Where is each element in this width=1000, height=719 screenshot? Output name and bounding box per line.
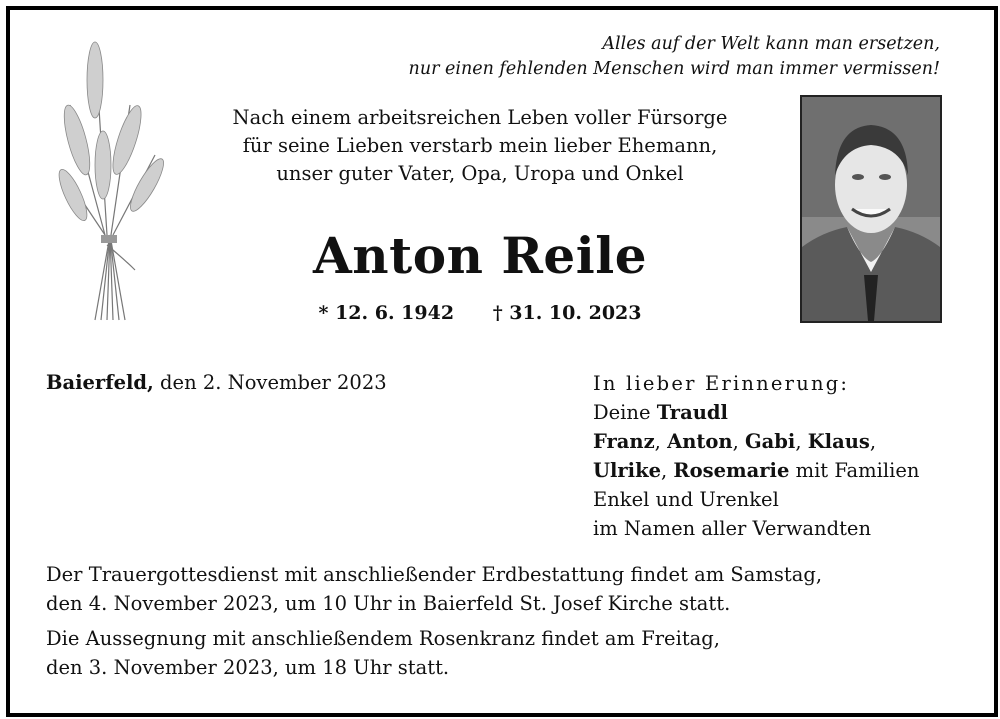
wheat-sheaf-icon	[55, 35, 165, 325]
intro-line: Nach einem arbeitsreichen Leben voller Fürsorge	[232, 106, 728, 129]
remembrance-line: Enkel und Urenkel	[593, 488, 779, 511]
mourner-name: Anton	[667, 430, 733, 453]
service-details	[46, 560, 966, 688]
remembrance-line	[593, 398, 919, 427]
mourner-name: Franz	[593, 430, 655, 453]
service-line: den 3. November 2023, um 18 Uhr statt.	[46, 656, 450, 679]
separator: ,	[732, 430, 745, 453]
portrait-image	[802, 97, 940, 321]
place-and-date	[46, 369, 387, 397]
remembrance-text: mit Familien	[789, 459, 920, 482]
separator: ,	[661, 459, 674, 482]
death-date: † 31. 10. 2023	[492, 302, 642, 324]
rosary-paragraph	[46, 624, 966, 682]
deceased-name: Anton Reile	[312, 226, 647, 285]
place-name: Baierfeld,	[46, 371, 154, 394]
intro-line: unser guter Vater, Opa, Uropa und Onkel	[276, 162, 684, 185]
service-line: Die Aussegnung mit anschließendem Rosenkranz findet am Freitag,	[46, 627, 720, 650]
life-dates	[270, 300, 690, 326]
service-line: den 4. November 2023, um 10 Uhr in Baierfeld St. Josef Kirche statt.	[46, 592, 731, 615]
remembrance-text: Deine	[593, 401, 657, 424]
mourner-name: Ulrike	[593, 459, 662, 482]
separator: ,	[869, 430, 877, 453]
intro-text	[180, 104, 780, 188]
mourner-name: Traudl	[656, 401, 728, 424]
remembrance-heading: In lieber Erinnerung:	[593, 372, 850, 395]
notice-date: den 2. November 2023	[153, 371, 387, 394]
remembrance-line	[593, 427, 919, 456]
mourner-name: Klaus	[807, 430, 870, 453]
portrait-photo	[800, 95, 942, 323]
remembrance-line	[593, 456, 919, 485]
service-line: Der Trauergottesdienst mit anschließender Erdbestattung findet am Samstag,	[46, 563, 823, 586]
remembrance-block	[593, 369, 919, 543]
remembrance-line: im Namen aller Verwandten	[593, 517, 872, 540]
separator: ,	[654, 430, 668, 453]
funeral-service-paragraph	[46, 560, 966, 618]
mourner-name: Gabi	[744, 430, 796, 453]
epigraph-quote	[380, 32, 940, 82]
birth-date: * 12. 6. 1942	[318, 302, 455, 324]
separator: ,	[795, 430, 808, 453]
mourner-name: Rosemarie	[673, 459, 790, 482]
quote-line: Alles auf der Welt kann man ersetzen,	[602, 34, 940, 54]
intro-line: für seine Lieben verstarb mein lieber Ehemann,	[242, 134, 718, 157]
quote-line: nur einen fehlenden Menschen wird man immer vermissen!	[408, 59, 940, 79]
